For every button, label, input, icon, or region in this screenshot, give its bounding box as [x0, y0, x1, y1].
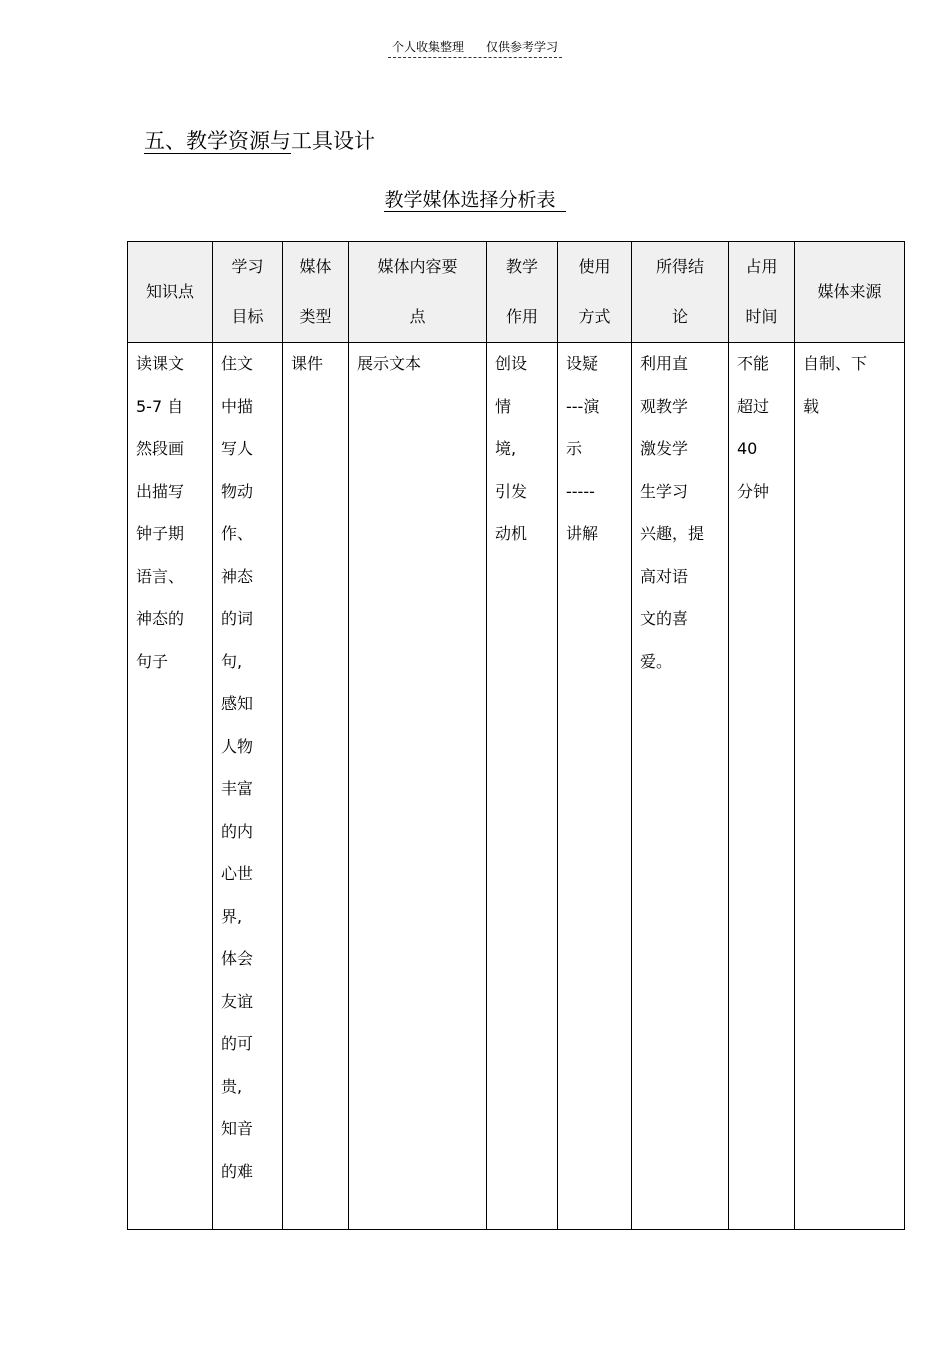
col-header-media-type: 媒体 类型	[283, 242, 349, 343]
media-selection-table	[127, 241, 905, 1230]
col-header-knowledge: 知识点	[128, 242, 213, 343]
section-heading-underlined: 五、教学资源与	[144, 129, 291, 153]
cell-knowledge: 读课文 5-7 自 然段画 出描写 钟子期 语言、 神态的 句子	[128, 343, 213, 1230]
cell-content: 展示文本	[349, 343, 487, 1230]
cell-method: 设疑 ---演 示 ----- 讲解	[558, 343, 632, 1230]
header-right-text: 仅供参考学习	[486, 40, 559, 54]
table-header-row	[128, 242, 905, 343]
table-row	[128, 343, 905, 1230]
header-left-text: 个人收集整理	[391, 40, 464, 54]
page-header	[0, 38, 950, 58]
col-header-role: 教学 作用	[487, 242, 558, 343]
cell-conclusion: 利用直 观教学 激发学 生学习 兴趣，提 高对语 文的喜 爱。	[632, 343, 729, 1230]
table-title-text: 教学媒体选择分析表	[384, 189, 565, 212]
section-heading-rest: 工具设计	[291, 129, 375, 153]
col-header-time: 占用 时间	[729, 242, 795, 343]
cell-media-type: 课件	[283, 343, 349, 1230]
col-header-goal: 学习 目标	[213, 242, 283, 343]
col-header-conclusion: 所得结 论	[632, 242, 729, 343]
cell-time: 不能 超过 40 分钟	[729, 343, 795, 1230]
col-header-source: 媒体来源	[795, 242, 905, 343]
cell-source: 自制、下 载	[795, 343, 905, 1230]
col-header-method: 使用 方式	[558, 242, 632, 343]
col-header-content: 媒体内容要 点	[349, 242, 487, 343]
cell-role: 创设 情 境, 引发 动机	[487, 343, 558, 1230]
cell-goal: 住文 中描 写人 物动 作、 神态 的词 句, 感知 人物 丰富 的内 心世 界, 体会 友谊 的可 贵, 知音 的难	[213, 343, 283, 1230]
page-header-line	[388, 38, 562, 58]
table-title	[0, 186, 950, 214]
section-heading	[144, 126, 375, 156]
